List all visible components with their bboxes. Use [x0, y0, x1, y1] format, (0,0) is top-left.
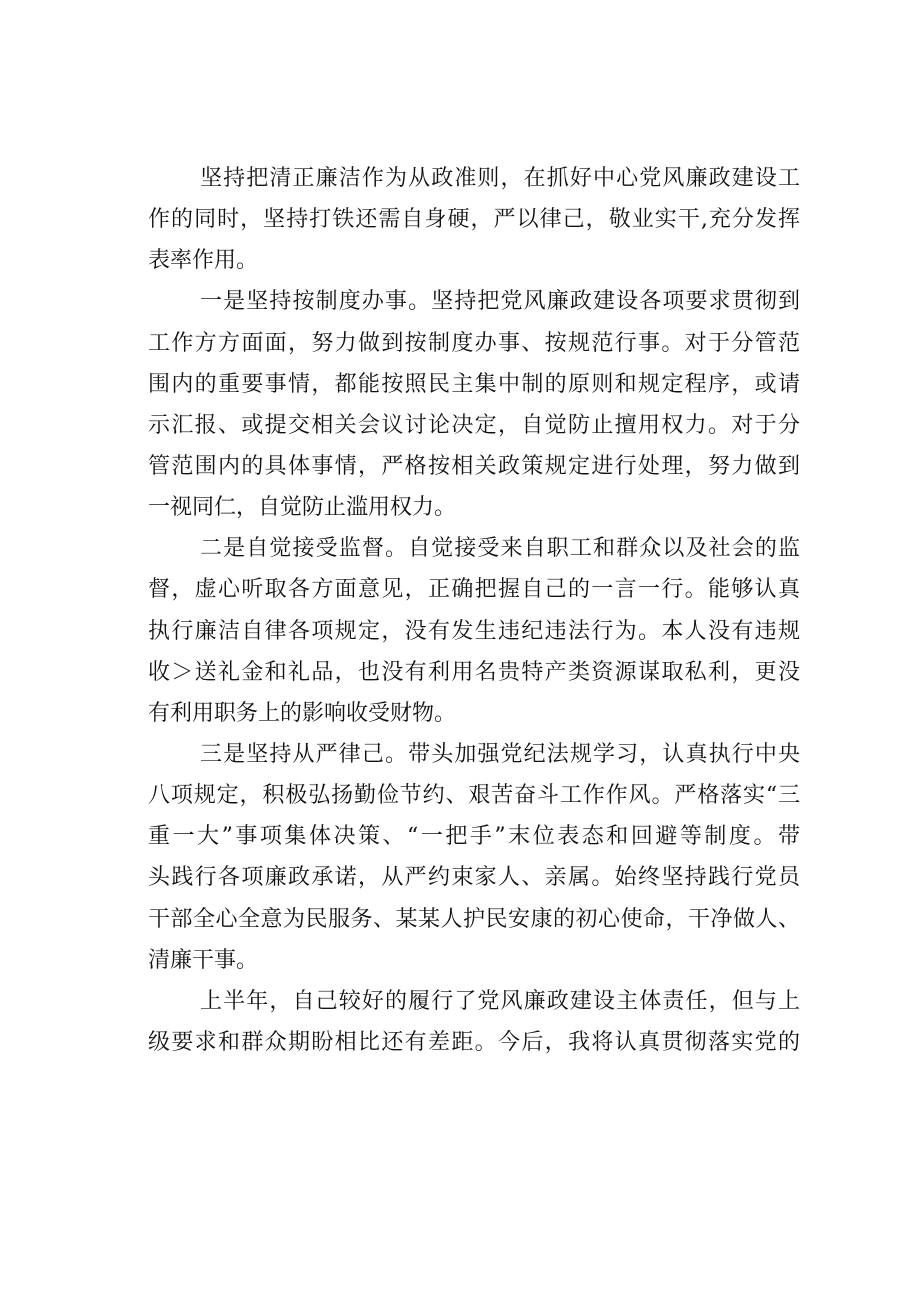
paragraph-line: 重一大”事项集体决策、“一把手”末位表态和回避等制度。带 — [148, 824, 800, 850]
paragraph-line: 执行廉洁自律各项规定，没有发生违纪违法行为。本人没有违规 — [148, 618, 800, 644]
paragraph-line: 一是坚持按制度办事。坚持把党风廉政建设各项要求贯彻到 — [200, 289, 800, 315]
paragraph-line: 八项规定，积极弘扬勤俭节约、艰苦奋斗工作作风。严格落实“三 — [148, 783, 800, 809]
paragraph-4 — [148, 739, 800, 986]
paragraph-line: 级要求和群众期盼相比还有差距。今后，我将认真贯彻落实党的 — [148, 1029, 800, 1055]
paragraph-line: 三是坚持从严律己。带头加强党纪法规学习，认真执行中央 — [200, 741, 800, 767]
paragraph-line: 头践行各项廉政承诺，从严约束家人、亲属。始终坚持践行党员 — [148, 865, 800, 891]
paragraph-line: 督，虚心听取各方面意见，正确把握自己的一言一行。能够认真 — [148, 577, 800, 603]
document-page — [148, 163, 800, 1068]
paragraph-1 — [148, 163, 800, 286]
paragraph-3 — [148, 533, 800, 739]
paragraph-line: 二是自觉接受监督。自觉接受来自职工和群众以及社会的监 — [200, 536, 800, 562]
paragraph-line: 有利用职务上的影响收受财物。 — [148, 700, 457, 726]
paragraph-line: 表率作用。 — [148, 248, 259, 274]
paragraph-line: 干部全心全意为民服务、某某人护民安康的初心使命，干净做人、 — [148, 906, 800, 932]
paragraph-line: 上半年，自己较好的履行了党风廉政建设主体责任，但与上 — [200, 988, 800, 1014]
paragraph-2 — [148, 286, 800, 533]
paragraph-line: 一视同仁，自觉防止滥用权力。 — [148, 495, 457, 521]
paragraph-5 — [148, 986, 800, 1068]
paragraph-line: 示汇报、或提交相关会议讨论决定，自觉防止擅用权力。对于分 — [148, 412, 800, 438]
paragraph-line: 收＞送礼金和礼品，也没有利用名贵特产类资源谋取私利，更没 — [148, 659, 800, 685]
paragraph-line: 作的同时，坚持打铁还需自身硬，严以律己，敬业实干,充分发挥 — [148, 207, 800, 233]
paragraph-line: 工作方方面面，努力做到按制度办事、按规范行事。对于分管范 — [148, 330, 800, 356]
paragraph-line: 管范围内的具体事情，严格按相关政策规定进行处理，努力做到 — [148, 453, 800, 479]
paragraph-line: 围内的重要事情，都能按照民主集中制的原则和规定程序，或请 — [148, 371, 800, 397]
paragraph-line: 清廉干事。 — [148, 947, 259, 973]
paragraph-line: 坚持把清正廉洁作为从政准则，在抓好中心党风廉政建设工 — [200, 166, 800, 191]
